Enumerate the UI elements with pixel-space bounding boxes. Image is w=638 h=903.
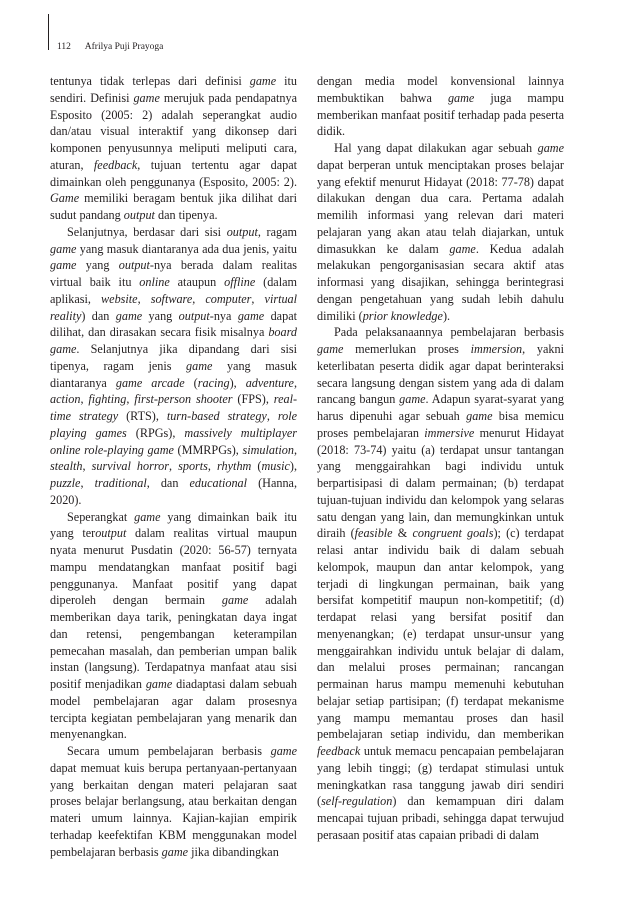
italic-term: feasible	[354, 526, 393, 541]
text-run: -nya	[209, 308, 238, 323]
text-run: , ragam	[257, 224, 297, 239]
italic-term: output	[118, 258, 150, 273]
text-run: Secara umum pembelajaran berbasis	[67, 744, 271, 758]
italic-term: sports	[178, 459, 208, 474]
italic-term: first-person shooter	[134, 392, 233, 407]
text-run: adalah memberikan daya tarik, peningkatan daya ingat dan retensi, pengembangan keterampilan pemecahan masalah, dan pemberian umpan balik instan (langsung). Terdapatnya manfaat atau sisi positif menjadikan	[50, 593, 297, 691]
paragraph	[317, 73, 564, 140]
text-run: dan tipenya.	[154, 208, 218, 222]
text-run: dapat memuat kuis berupa pertanyaan-pertanyaan yang berkaitan dengan materi pelajaran saat proses belajar berlangsung, atau berkaitan dengan materi umum lainnya. Kajian-kajian empirik terhadap keefektifan KBM menggunakan model pembelajaran berbasis	[50, 760, 297, 859]
italic-term: feedback	[93, 157, 138, 172]
italic-term: game	[447, 90, 475, 105]
text-run: ,	[207, 459, 218, 474]
italic-term: game	[537, 141, 564, 155]
text-run: ).	[442, 308, 451, 323]
text-run: yang dimainkan baik itu yang ter	[50, 509, 297, 541]
italic-term: action	[50, 392, 81, 407]
italic-term: online	[139, 275, 170, 289]
italic-term: game	[115, 308, 143, 323]
italic-term: traditional	[94, 476, 147, 490]
italic-term: game	[186, 358, 213, 373]
italic-term: board game	[50, 325, 297, 356]
italic-term: self-regulation	[321, 794, 393, 809]
italic-term: game	[466, 409, 493, 423]
italic-term: Game	[50, 191, 80, 206]
italic-term: software	[150, 291, 193, 306]
text-run: ); (c) terdapat relasi antar individu baik di dalam sebuah kelompok, maupun dan antar kelompok, yang terjadi di lingkungan permainan, baik yang bersifat kompetitif maupun non-kompetitif; (d) terdapat relasi yang bersifat positif dan menyenangkan; (e) terdapat unsur-unsur yang menggairahkan individu untuk belajar di dalam, dan melalui proses permainan; rancangan permainan harus mampu memenuhi kebutuhan belajar setiap partisipan; (f) terdapat mekanisme yang mampu memantau proses dan hasil pembelajaran setiap individu, dan memberikan	[317, 526, 565, 742]
paragraph	[50, 224, 297, 509]
text-run: ,	[266, 409, 278, 423]
text-run: yang masuk diantaranya	[50, 358, 298, 390]
header-rule	[48, 14, 49, 50]
text-run: (	[251, 459, 262, 474]
text-run: ,	[80, 476, 95, 490]
italic-term: game	[161, 844, 189, 859]
paragraph	[50, 743, 297, 860]
paragraph	[317, 140, 564, 324]
text-run: dengan media model konvensional lainnya membuktikan bahwa	[317, 74, 564, 105]
running-author: Afrilya Puji Prayoga	[84, 42, 164, 52]
paragraph	[317, 324, 564, 843]
italic-term: stealth	[50, 459, 83, 474]
text-run: tentunya tidak terlepas dari definisi	[50, 74, 250, 88]
italic-term: congruent goals	[412, 526, 494, 541]
italic-term: output	[226, 224, 258, 239]
text-run: ) dan kemampuan diri dalam mencapai tujuan pribadi, sehingga dapat terwujud perasaan positif atas capaian pribadi di dalam	[317, 794, 564, 842]
italic-term: puzzle	[50, 476, 81, 490]
text-run: untuk memacu pencapaian pembelajaran yang lebih tinggi; (g) terdapat stimulasi untuk meningkatkan rasa tanggung jawab diri sendiri (	[317, 744, 564, 809]
italic-term: educational	[189, 476, 248, 490]
italic-term: game	[50, 258, 77, 273]
text-run: &	[392, 526, 413, 541]
italic-term: website	[101, 291, 138, 306]
text-run: Selanjutnya, berdasar dari sisi	[67, 224, 227, 239]
italic-term: output	[123, 208, 155, 222]
text-run: Hal yang dapat dilakukan agar sebuah	[334, 141, 538, 155]
text-run: dapat dilihat, dan dirasakan secara fisik misalnya	[50, 308, 297, 340]
right-column	[317, 73, 564, 844]
text-run: ,	[80, 392, 89, 407]
italic-term: immersion	[470, 342, 523, 356]
italic-term: game	[249, 74, 277, 88]
italic-term: output	[178, 308, 210, 323]
text-run: itu sendiri. Definisi	[50, 74, 297, 105]
text-run: yang	[76, 258, 119, 273]
paragraph	[50, 73, 297, 224]
paragraph	[50, 509, 297, 744]
text-run: ),	[289, 459, 298, 474]
italic-term: role playing games	[50, 409, 298, 440]
text-run: ) dan	[81, 308, 116, 323]
text-run: yang	[142, 308, 179, 323]
text-run: ,	[293, 375, 298, 390]
italic-term: simulation	[242, 442, 294, 457]
italic-term: racing	[197, 375, 230, 390]
text-run: ,	[293, 442, 297, 457]
text-run: menurut Hidayat (2018: 73-74) yaitu (a) terdapat unsur tantangan yang menggairahkan bagi individu untuk berpartisipasi di dalam permainan; (b) terdapat tujuan-tujuan individu dan kelompok yang selaras satu dengan yang lain, dan memungkinkan untuk diraih (	[317, 425, 564, 541]
text-run: . Adapun syarat-syarat yang harus dipenuhi agar sebuah	[317, 392, 564, 423]
text-run: . Selanjutnya jika dipandang dari sisi tipenya, ragam jenis	[50, 342, 297, 373]
text-run: ,	[82, 459, 92, 474]
text-run: diadaptasi dalam sebuah model pembelajaran agar dalam prosesnya tercipta kegiatan pembelajaran yang menarik dan menyenangkan.	[50, 677, 297, 742]
italic-term: game	[399, 392, 426, 407]
italic-term: game	[133, 90, 160, 105]
text-run: , tujuan tertentu agar dapat dimainkan oleh penggunanya (Esposito, 2005: 2).	[50, 157, 297, 189]
italic-term: real-time strategy	[50, 392, 298, 423]
text-run: Pada pelaksanaannya pembelajaran berbasis	[334, 325, 564, 340]
italic-term: adventure	[245, 375, 294, 390]
text-run: ,	[192, 291, 206, 306]
left-column	[50, 73, 297, 860]
italic-term: prior knowledge	[362, 308, 443, 323]
text-run: (	[184, 375, 198, 390]
italic-term: fighting	[88, 392, 127, 407]
text-run: dalam realitas virtual maupun nyata menurut Pusdatin (2020: 56-57) ternyata mampu mendatangkan manfaat positif bagi penggunanya. Manfaat positif yang dapat diperoleh dengan bermain	[50, 526, 298, 608]
italic-term: game	[145, 677, 173, 691]
italic-term: game	[317, 342, 344, 356]
text-run: ),	[229, 375, 246, 390]
text-run: (RPGs),	[126, 425, 185, 440]
text-run: (RTS),	[118, 409, 167, 423]
text-run: merujuk pada pendapatnya Esposito (2005: 2) adalah seperangkat audio dan/atau visual interaktif yang dikonsep dari komponen penyusunnya meliputi meliputi cara, aturan,	[50, 90, 298, 172]
text-run: ,	[169, 459, 179, 474]
text-run: jika dibandingkan	[188, 844, 279, 859]
italic-term: massively multiplayer online role-playing game	[50, 425, 297, 457]
text-run: (Hanna, 2020).	[50, 476, 297, 507]
italic-term: game	[50, 241, 77, 256]
italic-term: game	[270, 744, 297, 758]
text-run: juga mampu memberikan manfaat positif terhadap pada peserta didik.	[317, 90, 564, 139]
italic-term: game	[449, 241, 476, 256]
text-run: (MMRPGs),	[173, 442, 243, 457]
italic-term: game arcade	[115, 375, 185, 390]
italic-term: game	[237, 308, 265, 323]
text-run: , yakni keterlibatan peserta didik agar dapat berinteraksi secara langsung dengan sistem yang ada di dalam rancang bangun	[317, 342, 564, 407]
italic-term: offline	[224, 275, 256, 289]
text-run: (FPS),	[232, 392, 274, 407]
text-run: . Kedua adalah melakukan pengorganisasian secara aktif atas informasi yang disajikan, sehingga berintegrasi dengan pengetahuan yang sudah lebih dahulu dimiliki (	[317, 241, 564, 323]
italic-term: survival horror	[91, 459, 169, 474]
text-run: yang masuk diantaranya ada dua jenis, yaitu	[76, 241, 297, 256]
italic-term: game	[221, 593, 249, 608]
italic-term: rhythm	[217, 459, 252, 474]
italic-term: virtual reality	[50, 291, 298, 323]
italic-term: computer	[205, 291, 252, 306]
italic-term: immersive	[424, 425, 475, 440]
text-run: , dan	[146, 476, 190, 490]
text-run: ,	[137, 291, 151, 306]
italic-term: game	[134, 509, 161, 524]
italic-term: output	[95, 526, 127, 541]
italic-term: feedback	[317, 744, 361, 758]
text-run: ,	[251, 291, 265, 306]
text-run: Seperangkat	[67, 509, 135, 524]
running-header	[57, 41, 163, 53]
text-run: memerlukan proses	[343, 342, 471, 356]
text-run: ,	[126, 392, 135, 407]
text-run: ataupun	[169, 275, 225, 289]
page-number: 112	[57, 42, 71, 52]
italic-term: music	[261, 459, 290, 474]
text-run: (dalam aplikasi,	[50, 275, 297, 306]
italic-term: turn-based strategy	[166, 409, 267, 423]
text-run: -nya berada dalam realitas virtual baik itu	[50, 258, 297, 289]
text-run: memiliki beragam bentuk jika dilihat dari sudut pandang	[50, 191, 297, 222]
text-run: bisa memicu proses pembelajaran	[317, 409, 564, 440]
text-run: dapat berperan untuk menciptakan proses belajar yang efektif menurut Hidayat (2018: 77-78) dapat dilakukan dengan dua cara. Pertama adalah memilih informasi yang relevan dari materi pelajaran yang akan atau telah diajarkan, untuk dimasukkan ke dalam	[317, 157, 564, 256]
